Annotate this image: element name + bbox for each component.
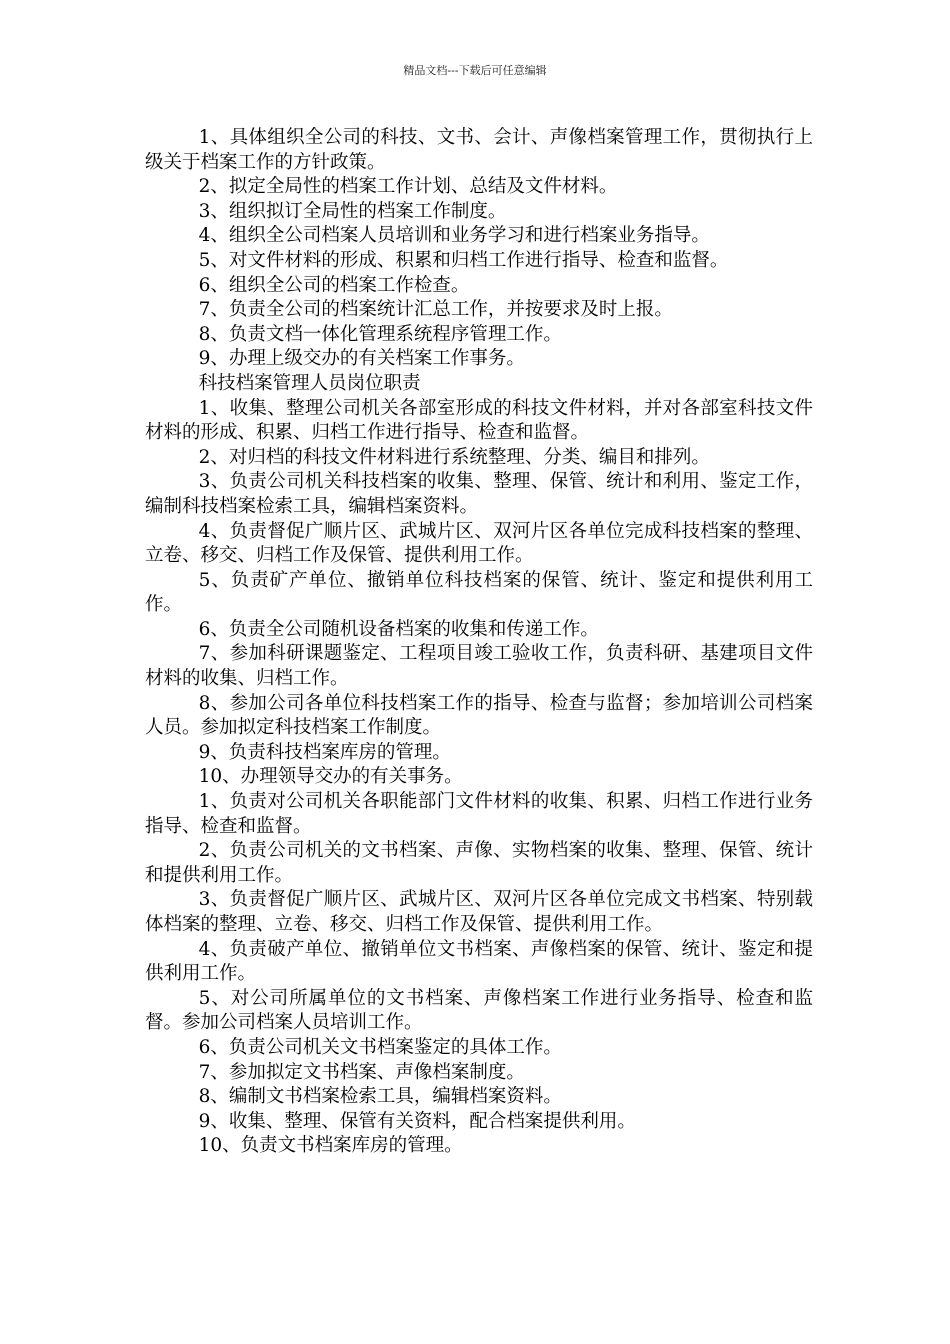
paragraph: 2、负责公司机关的文书档案、声像、实物档案的收集、整理、保管、统计和提供利用工作。 <box>145 840 813 886</box>
page-header: 精品文档---下载后可任意编辑 <box>403 64 547 77</box>
paragraph: 5、对公司所属单位的文书档案、声像档案工作进行业务指导、检查和监督。参加公司档案人员培训工作。 <box>145 987 813 1034</box>
paragraph: 6、组织全公司的档案工作检查。 <box>198 274 470 296</box>
paragraph: 5、对文件材料的形成、积累和归档工作进行指导、检查和监督。 <box>198 249 729 271</box>
paragraph: 9、办理上级交办的有关档案工作事务。 <box>198 348 525 370</box>
paragraph: 10、办理领导交办的有关事务。 <box>198 766 463 788</box>
paragraph: 6、负责公司机关文书档案鉴定的具体工作。 <box>198 1036 562 1058</box>
paragraph: 1、负责对公司机关各职能部门文件材料的收集、积累、归档工作进行业务指导、检查和监督。 <box>145 791 813 837</box>
paragraph: 3、组织拟订全局性的档案工作制度。 <box>198 200 507 222</box>
document-body <box>145 126 813 1159</box>
paragraph: 4、负责督促广顺片区、武城片区、双河片区各单位完成科技档案的整理、立卷、移交、归档工作及保管、提供利用工作。 <box>145 520 813 567</box>
paragraph: 9、负责科技档案库房的管理。 <box>198 741 451 763</box>
paragraph: 10、负责文书档案库房的管理。 <box>198 1135 463 1157</box>
paragraph: 3、负责督促广顺片区、武城片区、双河片区各单位完成文书档案、特别载体档案的整理、立卷、移交、归档工作及保管、提供利用工作。 <box>145 889 813 935</box>
paragraph: 1、收集、整理公司机关各部室形成的科技文件材料，并对各部室科技文件材料的形成、积累、归档工作进行指导、检查和监督。 <box>145 397 813 444</box>
paragraph: 2、拟定全局性的档案工作计划、总结及文件材料。 <box>198 176 618 198</box>
paragraph: 7、参加拟定文书档案、声像档案制度。 <box>198 1061 525 1083</box>
paragraph: 2、对归档的科技文件材料进行系统整理、分类、编目和排列。 <box>198 446 710 468</box>
paragraph: 1、具体组织全公司的科技、文书、会计、声像档案管理工作，贯彻执行上级关于档案工作的方针政策。 <box>145 127 813 173</box>
paragraph: 9、收集、整理、保管有关资料，配合档案提供利用。 <box>198 1110 636 1132</box>
paragraph: 8、编制文书档案检索工具，编辑档案资料。 <box>198 1086 562 1108</box>
paragraph: 8、参加公司各单位科技档案工作的指导、检查与监督；参加培训公司档案人员。参加拟定科技档案工作制度。 <box>145 692 813 739</box>
paragraph: 3、负责公司机关科技档案的收集、整理、保管、统计和利用、鉴定工作，编制科技档案检索工具，编辑档案资料。 <box>145 471 813 517</box>
section-title: 科技档案管理人员岗位职责 <box>198 372 421 394</box>
paragraph: 4、组织全公司档案人员培训和业务学习和进行档案业务指导。 <box>198 225 710 247</box>
paragraph: 7、参加科研课题鉴定、工程项目竣工验收工作，负责科研、基建项目文件材料的收集、归档工作。 <box>145 643 813 690</box>
paragraph: 8、负责文档一体化管理系统程序管理工作。 <box>198 323 562 345</box>
paragraph: 6、负责全公司随机设备档案的收集和传递工作。 <box>198 618 599 640</box>
paragraph: 7、负责全公司的档案统计汇总工作，并按要求及时上报。 <box>198 299 673 321</box>
paragraph: 4、负责破产单位、撤销单位文书档案、声像档案的保管、统计、鉴定和提供利用工作。 <box>145 938 813 985</box>
paragraph: 5、负责矿产单位、撤销单位科技档案的保管、统计、鉴定和提供利用工作。 <box>145 569 813 616</box>
